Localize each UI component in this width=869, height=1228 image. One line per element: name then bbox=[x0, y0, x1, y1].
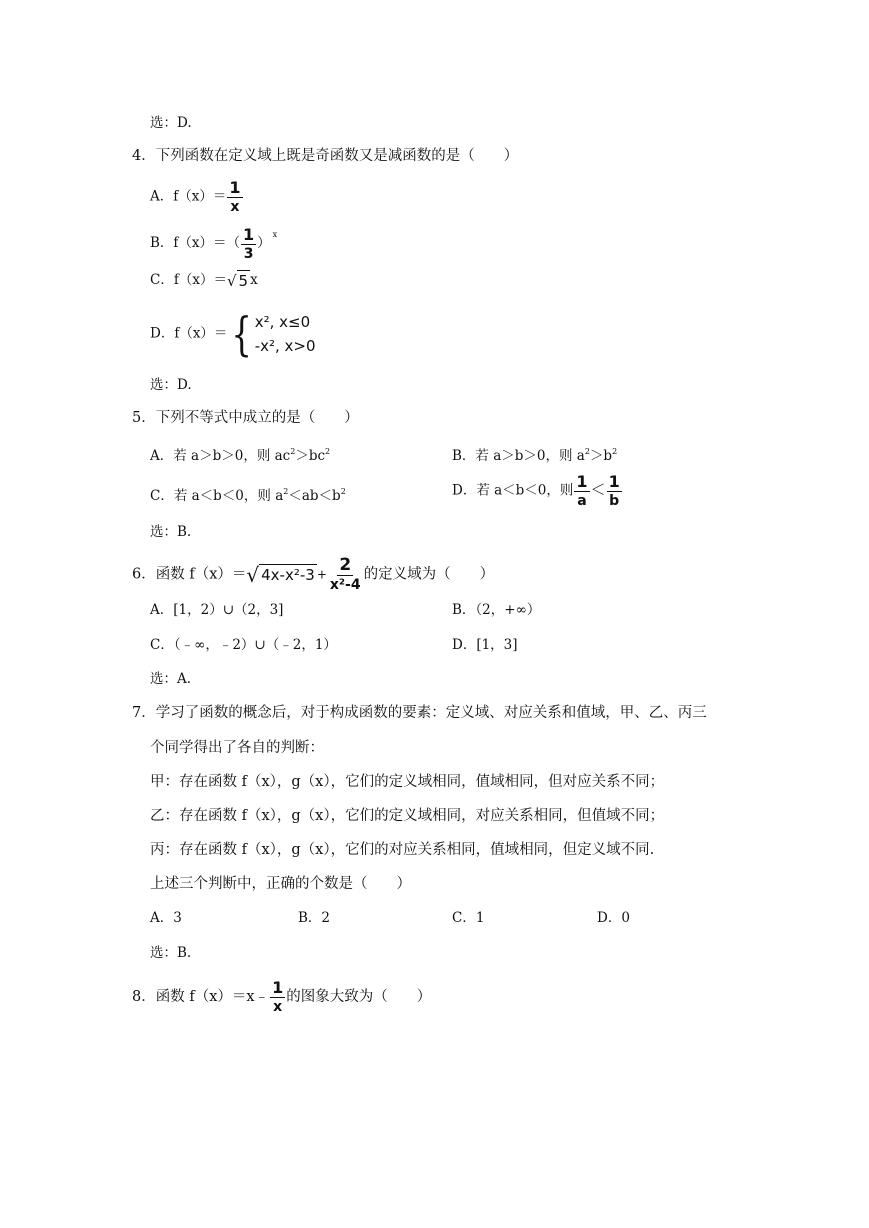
fraction bbox=[574, 474, 589, 508]
q5-option-b[interactable] bbox=[452, 442, 617, 466]
q7-option-a[interactable]: A．3 bbox=[150, 910, 182, 926]
superscript: 2 bbox=[325, 447, 331, 456]
denominator: x bbox=[230, 199, 240, 215]
fraction bbox=[607, 474, 622, 508]
brace-icon: { bbox=[231, 307, 253, 361]
q6-option-d[interactable]: D．[1，3] bbox=[452, 637, 518, 653]
option-text: ＞b bbox=[589, 448, 613, 464]
stem-text: 的定义域为（ ） bbox=[363, 566, 495, 583]
q7-statement-yi: 乙：存在函数 f（x），g（x），它们的定义域相同，对应关系相同，但值域不同； bbox=[150, 808, 665, 824]
question-8-stem bbox=[132, 980, 431, 1014]
fraction bbox=[270, 980, 285, 1014]
exponent: x bbox=[272, 230, 278, 239]
numerator: 1 bbox=[229, 178, 241, 197]
q7-statement-bing: 丙：存在函数 f（x），g（x），它们的对应关系相同，值域相同，但定义域不同. bbox=[150, 842, 655, 858]
numerator: 1 bbox=[243, 224, 255, 244]
denominator: x²-4 bbox=[329, 577, 361, 593]
q6-option-b[interactable]: B．（2，+∞） bbox=[452, 602, 541, 618]
sqrt-symbol: √ bbox=[226, 271, 237, 290]
option-text: ＜ab＜b bbox=[288, 488, 341, 504]
case-2: -x², x>0 bbox=[254, 337, 316, 355]
q6-option-a[interactable]: A．[1，2）∪（2，3] bbox=[150, 602, 284, 618]
numerator: 1 bbox=[576, 472, 588, 491]
denominator: x bbox=[273, 999, 283, 1015]
numerator: 1 bbox=[608, 472, 620, 491]
question-7-stem-1: 7．学习了函数的概念后，对于构成函数的要素：定义域、对应关系和值域，甲、乙、丙三 bbox=[132, 705, 707, 721]
denominator: a bbox=[577, 493, 587, 509]
plus-sign: + bbox=[316, 567, 327, 582]
radicand: 4x-x²-3 bbox=[261, 566, 315, 584]
superscript: 2 bbox=[290, 447, 296, 456]
q7-option-d[interactable]: D．0 bbox=[597, 910, 630, 926]
q4-option-c[interactable] bbox=[150, 270, 258, 291]
question-7-stem-2: 个同学得出了各自的判断： bbox=[150, 740, 324, 756]
option-label: D．f（x）＝ bbox=[150, 325, 228, 342]
less-than: ＜ bbox=[590, 480, 606, 499]
denominator: 3 bbox=[243, 245, 254, 262]
stem-text: 6．函数 f（x）＝ bbox=[132, 566, 247, 583]
fraction bbox=[241, 224, 256, 262]
superscript: 2 bbox=[283, 487, 289, 496]
denominator: b bbox=[609, 493, 620, 509]
numerator: 2 bbox=[339, 555, 352, 575]
radicand: 5 bbox=[238, 272, 249, 290]
q4-option-d[interactable] bbox=[150, 307, 316, 361]
piecewise bbox=[227, 307, 316, 361]
option-text: C．若 a＜b＜0，则 a bbox=[150, 488, 284, 504]
option-text: B．若 a＞b＞0，则 a bbox=[452, 448, 585, 464]
q4-option-a[interactable] bbox=[150, 180, 244, 214]
superscript: 2 bbox=[612, 447, 618, 456]
q7-option-b[interactable]: B．2 bbox=[298, 910, 331, 926]
q5-option-a[interactable] bbox=[150, 442, 330, 466]
q4-option-b[interactable] bbox=[150, 225, 277, 261]
answer-q6: 选：A. bbox=[150, 671, 192, 687]
numerator: 1 bbox=[272, 978, 284, 997]
question-6-stem bbox=[132, 557, 494, 592]
variable: x bbox=[250, 272, 258, 288]
option-label: B．f（x）＝（ bbox=[150, 235, 241, 251]
q7-option-c[interactable]: C．1 bbox=[452, 910, 485, 926]
superscript: 2 bbox=[584, 447, 590, 456]
answer-q4: 选：D. bbox=[150, 377, 192, 393]
paren-close: ） bbox=[257, 235, 271, 251]
option-label: A．f（x）＝ bbox=[150, 188, 227, 205]
q7-statement-jia: 甲：存在函数 f（x），g（x），它们的定义域相同，值域相同，但对应关系不同； bbox=[150, 774, 665, 790]
q5-option-c[interactable] bbox=[150, 482, 346, 506]
fraction bbox=[328, 557, 363, 592]
question-5-stem: 5．下列不等式中成立的是（ ） bbox=[132, 410, 359, 426]
answer-prev: 选：D. bbox=[150, 115, 192, 131]
case-1: x², x≤0 bbox=[254, 313, 311, 331]
sqrt-symbol: √ bbox=[246, 562, 260, 587]
option-label: C．f（x）＝ bbox=[150, 272, 227, 288]
option-text: ＞bc bbox=[295, 448, 326, 464]
option-text: A．若 a＞b＞0，则 ac bbox=[150, 448, 291, 464]
question-4-stem: 4．下列函数在定义域上既是奇函数又是减函数的是（ ） bbox=[132, 148, 519, 164]
q7-ask: 上述三个判断中，正确的个数是（ ） bbox=[150, 876, 411, 892]
option-text: D．若 a＜b＜0，则 bbox=[452, 482, 574, 499]
answer-q7: 选：B. bbox=[150, 945, 192, 961]
q5-option-d[interactable] bbox=[452, 474, 623, 508]
answer-q5: 选：B. bbox=[150, 524, 192, 540]
stem-text: 的图象大致为（ ） bbox=[286, 989, 432, 1005]
superscript: 2 bbox=[340, 487, 346, 496]
stem-text: 8．函数 f（x）＝x﹣ bbox=[132, 989, 270, 1005]
fraction bbox=[227, 180, 242, 214]
q6-option-c[interactable]: C．（﹣∞，﹣2）∪（﹣2，1） bbox=[150, 637, 337, 653]
